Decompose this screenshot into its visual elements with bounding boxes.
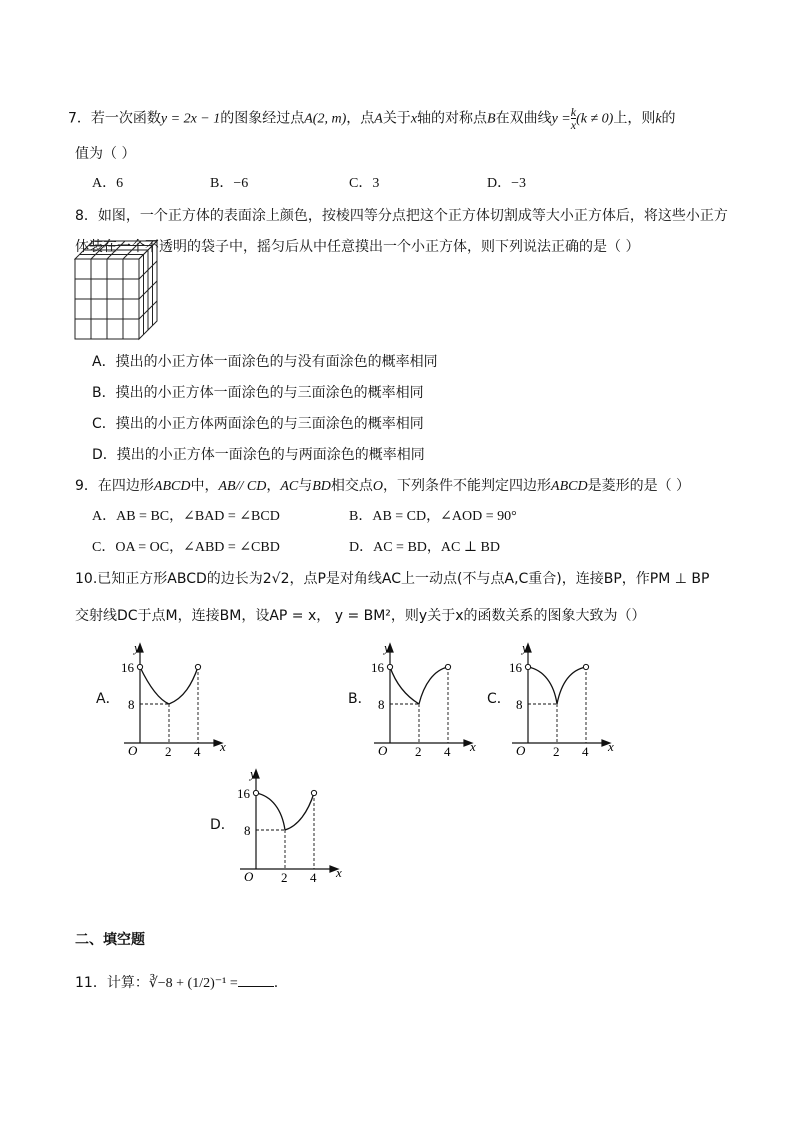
graph-c-curve-left — [528, 667, 557, 704]
cube-figure — [74, 240, 160, 342]
graph-b-tick-16: 16 — [371, 660, 384, 675]
graph-d-tick-16: 16 — [237, 786, 250, 801]
q7-option-d[interactable]: D．−3 — [487, 176, 527, 191]
q7-option-c[interactable]: C．3 — [349, 176, 380, 191]
graph-a-open-point-left — [137, 664, 142, 669]
q8-line1: 8．如图，一个正方体的表面涂上颜色，按棱四等分点把这个正方体切割成等大小正方体后，将这些小正方 — [75, 208, 728, 224]
q7-mid5: 在双曲线 — [495, 110, 552, 127]
q7-lead: 7．若一次函数 — [68, 110, 161, 127]
graph-c-tick-8: 8 — [516, 697, 523, 712]
q7-option-a[interactable]: A．6 — [92, 176, 124, 191]
section-2-title: 二、填空题 — [75, 932, 145, 948]
graph-c-y-label: y — [522, 640, 528, 655]
graph-b-tick-8: 8 — [378, 697, 385, 712]
q7-point: A(2, m) — [304, 111, 347, 127]
q9-bd: BD — [312, 479, 331, 494]
q7-k: k — [655, 111, 662, 127]
q9-lead: 9．在四边形 — [75, 478, 154, 494]
q9-tail: 是菱形的是（ ） — [587, 478, 691, 494]
graph-d-origin: O — [244, 869, 254, 884]
q9-option-a[interactable]: A．AB = BC，∠BAD = ∠BCD — [92, 509, 280, 524]
graph-d-x-label: x — [336, 865, 342, 880]
q7-hyp-num: k — [570, 105, 577, 119]
graph-b-y-label: y — [384, 640, 390, 655]
q9-option-c[interactable]: C．OA = OC，∠ABD = ∠CBD — [92, 540, 280, 555]
graph-a-label[interactable]: A． — [96, 691, 120, 707]
q9-abcd-2: ABCD — [551, 479, 588, 494]
graph-b-curve-right — [419, 667, 448, 704]
graph-b-tick-2: 2 — [415, 744, 422, 758]
q9-option-b[interactable]: B．AB = CD，∠AOD = 90° — [349, 509, 517, 524]
graph-c-label[interactable]: C． — [487, 691, 511, 707]
q7-x: x — [410, 111, 418, 127]
graph-a-tick-8: 8 — [128, 697, 135, 712]
q7-mid4: 轴的对称点 — [417, 110, 488, 127]
graph-d-curve-left — [256, 793, 285, 830]
q7-mid2: ，点 — [346, 110, 375, 127]
q9-mid1: 中， — [190, 478, 219, 494]
q9-mid4: 相交点 — [330, 478, 373, 494]
graph-a-y-label: y — [134, 640, 140, 655]
graph-c-origin: O — [516, 743, 526, 758]
graph-d-open-point-left — [253, 790, 258, 795]
q8-line2: 体装在一个不透明的袋子中，摇匀后从中任意摸出一个小正方体，则下列说法正确的是（ ） — [75, 239, 640, 255]
graph-d[interactable] — [228, 766, 346, 884]
q7-hyp-cond: (k ≠ 0) — [576, 111, 614, 127]
graph-d-tick-8: 8 — [244, 823, 251, 838]
q8-option-b[interactable]: B．摸出的小正方体一面涂色的与三面涂色的概率相同 — [92, 385, 424, 401]
q7-hyp-y: y = — [551, 111, 571, 127]
graph-c-tick-4: 4 — [582, 744, 589, 758]
graph-d-tick-2: 2 — [281, 870, 288, 884]
q7-tail: 的 — [661, 110, 676, 127]
q11-expression: ∛−8 + (1/2)⁻¹ = — [148, 976, 238, 991]
q9-parallel: AB// CD — [218, 479, 267, 494]
graph-b-open-point-left — [387, 664, 392, 669]
graph-b-x-label: x — [470, 739, 476, 754]
graph-c[interactable] — [500, 640, 618, 758]
q9-line1 — [75, 476, 690, 497]
graph-c-tick-16: 16 — [509, 660, 522, 675]
q9-mid3: 与 — [298, 478, 313, 494]
q11-line — [75, 972, 278, 994]
q7-func: y = 2x − 1 — [160, 111, 221, 127]
graph-b-tick-4: 4 — [444, 744, 451, 758]
q9-ac: AC — [280, 479, 299, 494]
q11-answer-blank[interactable] — [238, 972, 274, 987]
q7-mid3: 关于 — [382, 110, 411, 127]
graph-a-tick-16: 16 — [121, 660, 134, 675]
graph-d-open-point-right — [311, 790, 316, 795]
q9-o: O — [372, 479, 384, 494]
q9-mid5: ，下列条件不能判定四边形 — [383, 478, 552, 494]
graph-b-label[interactable]: B． — [348, 691, 372, 707]
q9-option-d[interactable]: D．AC = BD，AC ⊥ BD — [349, 540, 500, 555]
q7-hyp-den: x — [570, 118, 577, 132]
q10-line1: 10.已知正方形ABCD的边长为2√2，点P是对角线AC上一动点(不与点A,C重合)，连接BP，作PM ⊥ BP — [75, 571, 710, 587]
graph-a-open-point-right — [195, 664, 200, 669]
graph-a-tick-2: 2 — [165, 744, 172, 758]
graph-d-curve-right — [285, 793, 314, 830]
q9-abcd: ABCD — [153, 479, 191, 494]
q7-b: B — [487, 111, 496, 127]
q7-a: A — [374, 111, 383, 127]
q7-mid6: 上，则 — [613, 110, 656, 127]
q9-mid2: ， — [266, 478, 281, 494]
q7-mid1: 的图象经过点 — [220, 110, 305, 127]
graph-a-x-label: x — [220, 739, 226, 754]
graph-c-curve-right — [557, 667, 586, 704]
q8-option-d[interactable]: D．摸出的小正方体一面涂色的与两面涂色的概率相同 — [92, 447, 425, 463]
q7-line2: 值为（ ） — [75, 146, 136, 162]
q11-lead: 11．计算： — [75, 975, 149, 991]
q11-tail: . — [273, 975, 279, 991]
q8-option-c[interactable]: C．摸出的小正方体两面涂色的与三面涂色的概率相同 — [92, 416, 424, 432]
graph-d-label[interactable]: D． — [210, 817, 235, 833]
graph-a[interactable] — [112, 640, 230, 758]
q10-line2: 交射线DC于点M，连接BM，设AP = x， y = BM²，则y关于x的函数关系的图象大致为（） — [75, 608, 646, 624]
graph-b-open-point-right — [445, 664, 450, 669]
graph-b-origin: O — [378, 743, 388, 758]
q7-option-b[interactable]: B．−6 — [210, 176, 249, 191]
q8-option-a[interactable]: A．摸出的小正方体一面涂色的与没有面涂色的概率相同 — [92, 354, 438, 370]
graph-c-open-point-left — [525, 664, 530, 669]
graph-c-x-label: x — [608, 739, 614, 754]
q7-line1 — [68, 106, 676, 131]
graph-b[interactable] — [362, 640, 480, 758]
graph-d-tick-4: 4 — [310, 870, 317, 884]
graph-c-tick-2: 2 — [553, 744, 560, 758]
graph-a-origin: O — [128, 743, 138, 758]
graph-d-y-label: y — [250, 766, 256, 781]
graph-c-open-point-right — [583, 664, 588, 669]
graph-b-curve-left — [390, 667, 419, 704]
graph-a-tick-4: 4 — [194, 744, 201, 758]
graph-a-curve — [140, 667, 198, 704]
